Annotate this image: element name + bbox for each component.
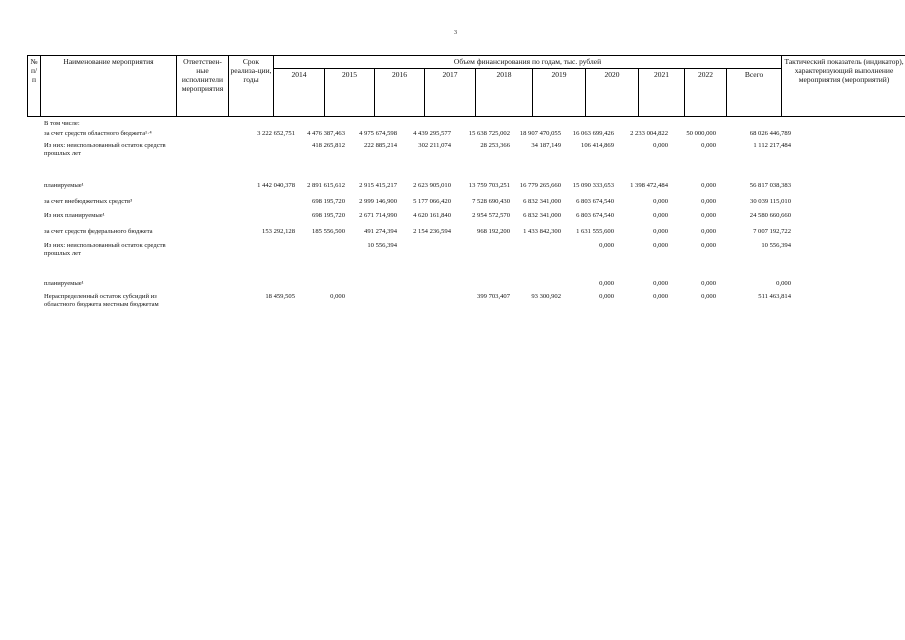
year-value: 2 623 905,010 (413, 182, 451, 189)
year-value: 7 528 690,430 (472, 198, 510, 205)
year-value: 93 300,902 (531, 293, 561, 300)
year-value: 0,000 (330, 293, 345, 300)
year-value: 0,000 (701, 228, 716, 235)
year-value: 2 915 415,217 (359, 182, 397, 189)
year-value: 3 222 652,751 (257, 130, 295, 137)
row-label: за счет внебюджетных средств³ (44, 198, 133, 205)
total-value: 7 007 192,722 (753, 228, 791, 235)
year-value: 6 803 674,540 (576, 198, 614, 205)
total-value: 24 580 660,660 (749, 212, 791, 219)
year-value: 1 398 472,484 (630, 182, 668, 189)
year-value: 185 556,500 (312, 228, 345, 235)
col-term-header: Срок реализа-ции, годы (229, 56, 274, 117)
year-value: 5 177 066,420 (413, 198, 451, 205)
year-header: 2022 (685, 69, 727, 117)
year-value: 302 211,074 (418, 142, 451, 149)
year-value: 15 090 333,653 (572, 182, 614, 189)
year-value: 16 063 699,426 (572, 130, 614, 137)
year-value: 2 891 615,612 (307, 182, 345, 189)
row-label: за счет средств федерального бюджета (44, 228, 153, 235)
year-value: 4 975 674,598 (359, 130, 397, 137)
year-value: 15 638 725,002 (468, 130, 510, 137)
year-value: 0,000 (701, 242, 716, 249)
year-value: 0,000 (653, 228, 668, 235)
header-table (27, 55, 905, 117)
year-header: 2017 (425, 69, 476, 117)
year-value: 10 556,394 (367, 242, 397, 249)
year-value: 968 192,200 (477, 228, 510, 235)
year-value: 698 195,720 (312, 212, 345, 219)
year-value: 2 954 572,570 (472, 212, 510, 219)
year-value: 0,000 (653, 293, 668, 300)
year-value: 2 671 714,990 (359, 212, 397, 219)
total-value: 1 112 217,484 (753, 142, 791, 149)
year-value: 222 885,214 (364, 142, 397, 149)
row-label: Из них: неиспользованный остаток средств прошлых лет (44, 242, 166, 257)
total-header: Всего (727, 69, 782, 117)
year-value: 0,000 (653, 280, 668, 287)
year-value: 28 253,366 (480, 142, 510, 149)
year-value: 2 999 146,900 (359, 198, 397, 205)
year-value: 2 233 004,822 (630, 130, 668, 137)
year-header: 2014 (274, 69, 325, 117)
year-value: 6 832 341,000 (523, 198, 561, 205)
year-value: 0,000 (653, 242, 668, 249)
year-header: 2015 (325, 69, 375, 117)
year-value: 6 803 674,540 (576, 212, 614, 219)
year-value: 1 631 555,600 (576, 228, 614, 235)
year-value: 13 759 703,251 (468, 182, 510, 189)
total-value: 68 026 446,789 (749, 130, 791, 137)
col-name-header: Наименование мероприятия (41, 56, 177, 117)
row-label: В том числе: (44, 120, 80, 127)
row-label: Из них планируемые¹ (44, 212, 105, 219)
year-value: 0,000 (701, 182, 716, 189)
row-label: Из них: неиспользованный остаток средств прошлых лет (44, 142, 166, 157)
total-value: 10 556,394 (761, 242, 791, 249)
year-value: 6 832 341,000 (523, 212, 561, 219)
year-value: 491 274,394 (364, 228, 397, 235)
year-value: 18 459,505 (265, 293, 295, 300)
year-header: 2019 (533, 69, 586, 117)
year-value: 50 000,000 (686, 130, 716, 137)
year-value: 698 195,720 (312, 198, 345, 205)
year-value: 18 907 470,055 (519, 130, 561, 137)
year-value: 153 292,128 (262, 228, 295, 235)
row-label: планируемые¹ (44, 280, 84, 287)
year-value: 4 439 295,577 (413, 130, 451, 137)
year-header: 2021 (639, 69, 685, 117)
year-header: 2016 (375, 69, 425, 117)
year-value: 1 433 842,300 (523, 228, 561, 235)
year-value: 1 442 040,378 (257, 182, 295, 189)
total-value: 511 463,814 (758, 293, 791, 300)
year-value: 4 620 161,840 (413, 212, 451, 219)
year-value: 0,000 (599, 293, 614, 300)
row-label: Нераспределенный остаток субсидий из областного бюджета местным бюджетам (44, 293, 159, 308)
year-header: 2018 (476, 69, 533, 117)
total-value: 56 817 038,383 (749, 182, 791, 189)
total-value: 0,000 (776, 280, 791, 287)
col-indicator-header: Тактический показатель (индикатор), характеризующий выполнение мероприятия (мероприятий) (782, 56, 905, 117)
year-value: 2 154 236,594 (413, 228, 451, 235)
year-value: 106 414,869 (581, 142, 614, 149)
row-label: за счет средств областного бюджета¹·⁴ (44, 130, 152, 137)
year-value: 0,000 (599, 242, 614, 249)
year-value: 0,000 (701, 198, 716, 205)
year-value: 0,000 (653, 142, 668, 149)
col-exec-header: Ответствен-ные исполнители мероприятия (177, 56, 229, 117)
year-value: 0,000 (653, 198, 668, 205)
year-value: 0,000 (701, 142, 716, 149)
year-value: 0,000 (701, 212, 716, 219)
year-header: 2020 (586, 69, 639, 117)
year-value: 34 187,149 (531, 142, 561, 149)
page-number: 3 (454, 30, 457, 36)
year-value: 0,000 (701, 280, 716, 287)
row-label: планируемые¹ (44, 182, 84, 189)
year-value: 16 779 265,660 (519, 182, 561, 189)
col-num-header: № п/п (28, 56, 41, 117)
year-value: 399 703,407 (477, 293, 510, 300)
year-value: 0,000 (653, 212, 668, 219)
year-value: 0,000 (599, 280, 614, 287)
total-value: 30 039 115,010 (750, 198, 791, 205)
year-value: 418 265,812 (312, 142, 345, 149)
year-value: 4 476 387,463 (307, 130, 345, 137)
year-value: 0,000 (701, 293, 716, 300)
col-volume-header: Объем финансирования по годам, тыс. рублей (274, 56, 782, 69)
